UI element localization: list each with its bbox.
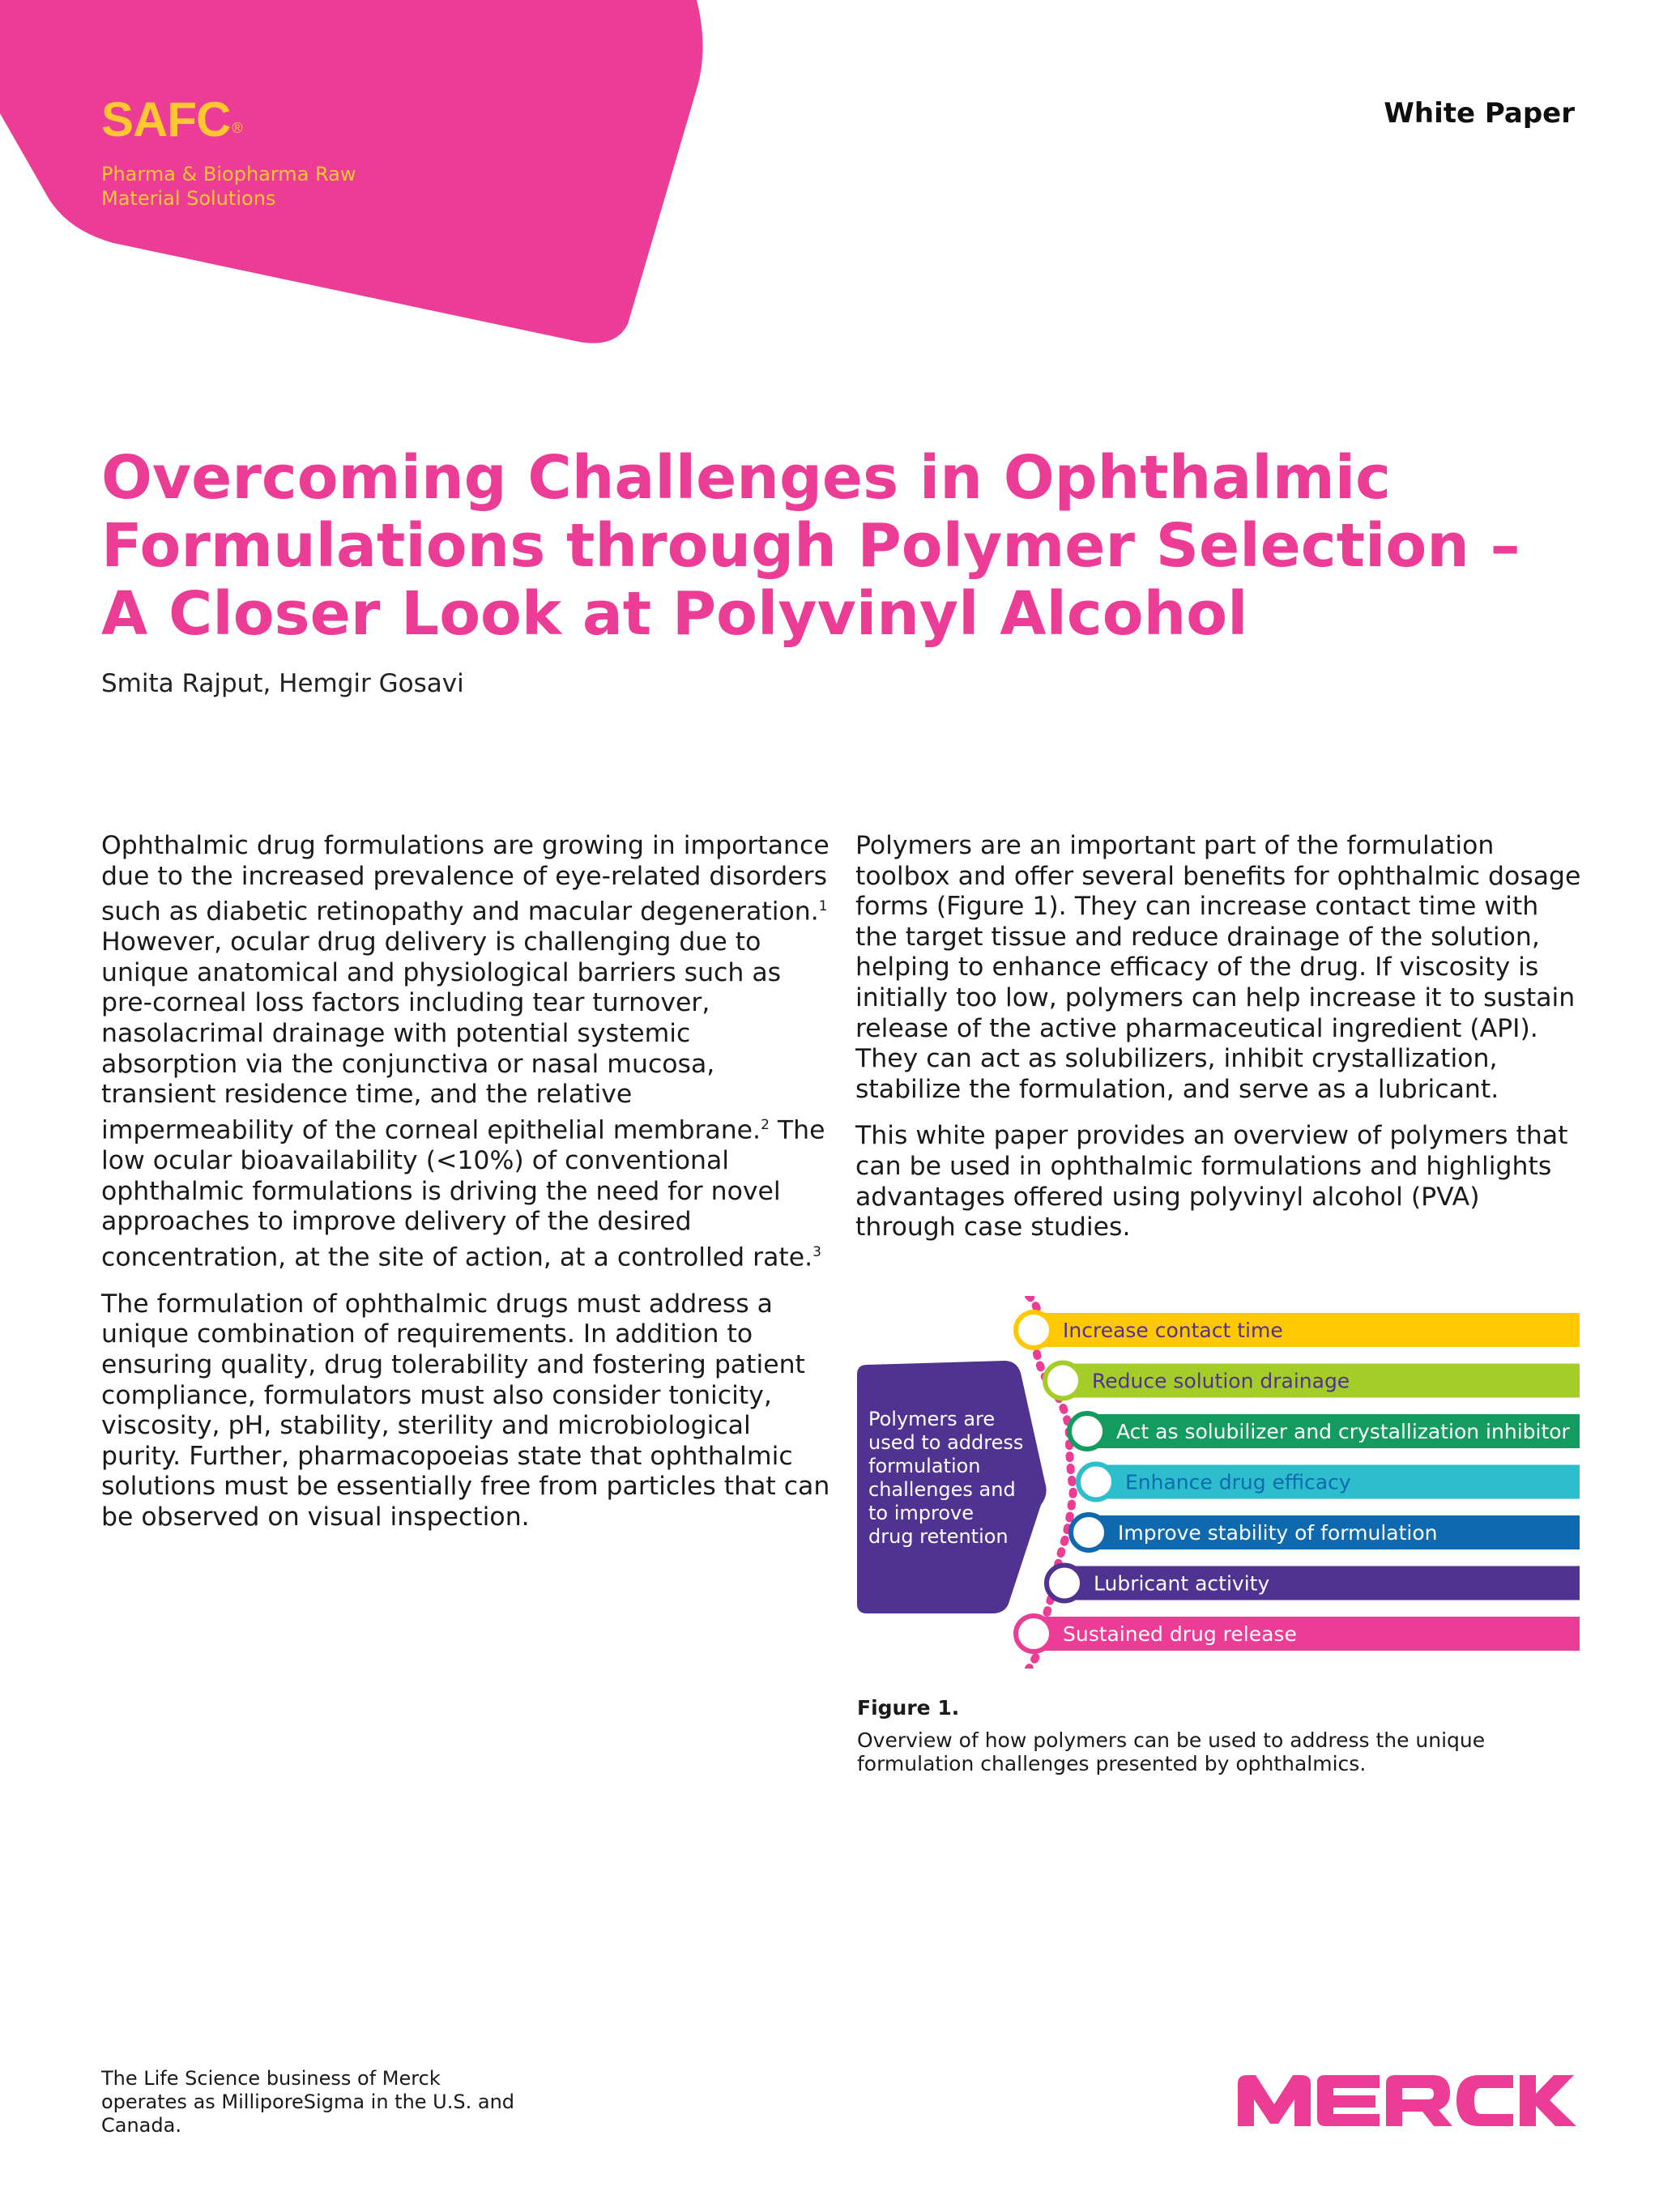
benefit-bullet xyxy=(1078,1464,1114,1500)
benefit-label: Increase contact time xyxy=(1063,1319,1283,1342)
figure-caption-title: Figure 1. xyxy=(857,1696,960,1720)
benefit-bullet xyxy=(1071,1515,1107,1550)
intro-paragraph: Ophthalmic drug formulations are growing in importance due to the increased prevalence of eye-related disorders such as diabetic retinopathy and macular degeneration.$^1$ However, ocular drug delivery is challenging due to unique anatomical and physiological barriers such as pre-corneal loss factors including tear turnover, nasolacrimal drainage with potential systemic absorption via the conjunctiva or nasal mucosa, transient residence time, and the relative impermeability of the corneal epithelial membrane.$^2$ The low ocular bioavailability (<10%) of conventional ophthalmic formulations is driving the need for novel approaches to improve delivery of the desired concentration, at the site of action, at a controlled rate.$^3$ xyxy=(101,831,830,1272)
safc-brand xyxy=(101,92,393,211)
benefit-bullet xyxy=(1045,1363,1081,1399)
right-column xyxy=(855,831,1584,1259)
footer-note: The Life Science business of Merck operates as MilliporeSigma in the U.S. and Canada. xyxy=(101,2067,515,2137)
benefit-bullet xyxy=(1016,1616,1051,1652)
hub-text-line: used to address xyxy=(868,1431,1024,1454)
benefit-label: Improve stability of formulation xyxy=(1118,1521,1438,1545)
hub-text-line: to improve xyxy=(868,1502,974,1524)
merck-logo xyxy=(1238,2073,1578,2130)
brand-tagline: Pharma & Biopharma Raw Material Solutions xyxy=(101,163,356,210)
benefit-item xyxy=(1071,1515,1580,1550)
footnote-ref[interactable]: 3 xyxy=(812,1243,821,1260)
hub-text-line: challenges and xyxy=(868,1478,1016,1501)
benefit-label: Sustained drug release xyxy=(1063,1622,1297,1646)
polymers-paragraph: Polymers are an important part of the formulation toolbox and offer several benefits for ophthalmic dosage forms (Figure 1). They can increase contact time with the target tissue and reduce drainage of the solution, helping to enhance efficacy of the drug. If viscosity is initially too low, polymers can help increase it to sustain release of the active pharmaceutical ingredient (API). They can act as solubilizers, inhibit crystallization, stabilize the formulation, and serve as a lubricant. xyxy=(855,831,1581,1104)
hub-text-line: Polymers are xyxy=(868,1408,996,1430)
authors: Smita Rajput, Hemgir Gosavi xyxy=(101,669,464,698)
safc-logo: SAFC ® xyxy=(101,92,242,147)
figure-1-infographic xyxy=(851,1296,1580,1669)
hub-text-line: formulation xyxy=(868,1455,981,1477)
hub-text-line: drug retention xyxy=(868,1525,1009,1548)
left-column xyxy=(101,831,830,1549)
benefit-item xyxy=(1016,1616,1580,1652)
footnote-ref[interactable]: 1 xyxy=(818,898,828,915)
overview-paragraph: This white paper provides an overview of polymers that can be used in ophthalmic formulations and highlights advantages offered using polyvinyl alcohol (PVA) through case studies. xyxy=(855,1121,1568,1242)
page-title: Overcoming Challenges in Ophthalmic Formulations through Polymer Selection – A Closer Look at Polyvinyl Alcohol xyxy=(101,443,1520,649)
benefit-item xyxy=(1047,1566,1580,1601)
benefit-bullet xyxy=(1016,1312,1051,1348)
benefit-item xyxy=(1069,1413,1580,1449)
benefit-label: Enhance drug efficacy xyxy=(1125,1470,1351,1494)
benefit-label: Act as solubilizer and crystallization inhibitor xyxy=(1116,1420,1570,1443)
figure-caption-text: Overview of how polymers can be used to address the unique formulation challenges presented by ophthalmics. xyxy=(857,1728,1486,1775)
document-type-label: White Paper xyxy=(1384,97,1575,130)
benefit-item xyxy=(1016,1312,1580,1348)
benefit-item xyxy=(1078,1464,1580,1500)
benefit-label: Reduce solution drainage xyxy=(1092,1369,1350,1393)
benefit-bullet xyxy=(1069,1413,1105,1449)
benefit-label: Lubricant activity xyxy=(1094,1571,1270,1596)
footnote-ref[interactable]: 2 xyxy=(761,1116,770,1133)
requirements-paragraph: The formulation of ophthalmic drugs must address a unique combination of requirements. In addition to ensuring quality, drug tolerability and fostering patient compliance, formulators must also consider tonicity, viscosity, pH, stability, sterility and microbiological purity. Further, pharmacopoeias state that ophthalmic solutions must be essentially free from particles that can be observed on visual inspection. xyxy=(101,1289,830,1532)
benefit-item xyxy=(1045,1363,1580,1399)
benefit-bullet xyxy=(1047,1566,1082,1601)
